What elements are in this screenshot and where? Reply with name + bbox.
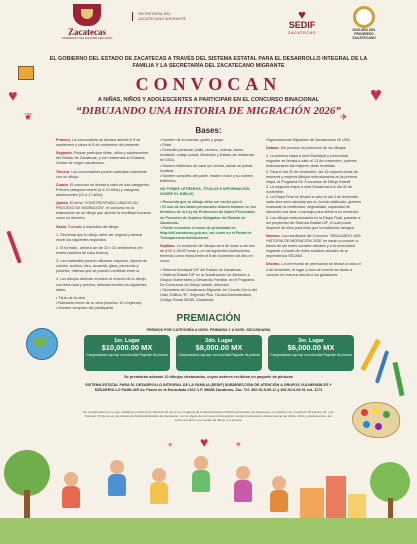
- prize-place: 2do. Lugar: [205, 338, 233, 344]
- list-item: • El uso de tus datos personales deberá tratarse en los términos de la Ley de Protección de Datos Personales en Posesión de Sujetos Obligados del Estado de Zacatecas.: [160, 205, 256, 225]
- list-item: Organizaciones Migrantes de Zacatecanos en USA.: [266, 138, 351, 142]
- base-text: El concurso se llevará a cabo en dos categorías: Primera categoría infantil (6 a 12 años) y categoría adolescentes (13 a 17 años).: [56, 182, 150, 197]
- prize-description: Computadora Lap-top con mochila Paquete de pintura: [86, 352, 168, 357]
- base-text: La convocatoria se declara abierta el 9 de septiembre y cierra el 8 de noviembre del presente.: [56, 138, 141, 148]
- heart-icon: ♥: [8, 88, 18, 105]
- list-item: • Sistema Municipal DIF del Estado de Zacatecas.: [160, 267, 242, 272]
- prize-place: 3er. Lugar: [298, 338, 324, 344]
- premiacion-title: PREMIACIÓN: [176, 313, 241, 324]
- list-item: • Puede consultar el aviso de privacidad en http://dif.zacatecas.gob.mx, así como en el Portal de Transparencia Institucional.: [160, 225, 252, 240]
- list-item: 1. Recuerda que tu dibujo debe ser original y deberá reunir los siguientes requisitos.: [56, 232, 142, 242]
- list-item: • Recuerda que tu dibujo debe ser hecho por ti.: [160, 200, 243, 205]
- heart-icon: ♥: [370, 84, 382, 106]
- list-item: • Edad.: [160, 143, 172, 148]
- intro-text: EL GOBIERNO DEL ESTADO DE ZACATECAS A TRAVÉS DEL SISTEMA ESTATAL PARA EL DESARROLLO INTEGRAL DE LA FAMILIA Y LA SECRETARÍA DEL ZACATECANO MIGRANTE: [49, 56, 368, 70]
- base-label: Quinto.: [56, 201, 69, 206]
- base-label: Sexto.: [56, 224, 68, 229]
- list-item: 3. Los materiales podrán utilizarse crayones, lápices de colores, acrílico, óleo, acuarela, gises, plumones y pinceles, mismos que se pueden combinar entre sí.: [56, 259, 147, 274]
- prize-place: 1er. Lugar: [114, 338, 140, 344]
- legal-notice: De conformidad con lo que establece el artículo 5, fracción VII de la Ley Orgánica de la Administración Pública del Estado de Zacatecas, en relación con el artículo 18 fracción XI, y 21 fracción XIII de la Ley de Asistencia Social del Estado de Zacatecas, con el objeto de promover la integración social, profesional e intelectual de las niñas, niños y adolescentes, así como la cultura, por medio del dibujo y la pintura.: [83, 410, 334, 423]
- page-subtitle: A NIÑAS, NIÑOS Y ADOLESCENTES A PARTICIPAR EN EL CONCURSO BINACIONAL: [97, 97, 320, 103]
- sedif-heart-icon: ♥: [298, 7, 306, 22]
- bases-columns: [56, 138, 361, 310]
- base-text: El tema “CONSTRUYENDO UNIDOS UN PROCESO DE MIGRACIÓN”, el concurso es la elaboración de un dibujo que aborde la movilidad humana como un derecho.: [56, 201, 151, 221]
- list-item: • Secretaría del Zacatecano Migrante, en Circuito Cerro del Gato, Edificio “B”, Segundo Piso, Ciudad Administrativa, Código Postal 98160, Zacatecas.: [160, 287, 257, 303]
- prize-card-second: [176, 335, 262, 371]
- base-text: Los concursantes podrán participar solamente con un dibujo.: [56, 169, 147, 179]
- globe-icon: [26, 328, 58, 360]
- paint-dot-icon: [375, 423, 382, 430]
- list-item: • Narración breve de su obra (máximo 10 renglones): [56, 300, 142, 305]
- paint-dot-icon: [363, 421, 370, 428]
- base-label: Primero.: [56, 138, 71, 142]
- base-text: Los resultados del Concurso “DIBUJANDO UNA HISTORIA DE MIGRACIÓN 2026” se darán a conocer a través de las redes sociales oficiales y a la comunidad migrante a través de redes sociales oficiales de la dependencia SEZAMI.: [266, 233, 361, 259]
- zacatecas-shield-icon: [73, 4, 101, 26]
- list-item: • Sistema Estatal DIF en la Subdirección de Atención a Grupos Vulnerables y Desarrollo Familiar, en el Programa De Concursos de Dibujo Infantil, dirección:: [160, 272, 255, 287]
- prize-description: Computadora Lap-top con mochila Paquete de pintura: [178, 352, 260, 357]
- progreso-logo: [342, 6, 386, 40]
- paper-plane-icon: ✈: [340, 112, 348, 122]
- prize-description: Computadora Lap-top con mochila Paquete de pintura: [270, 352, 352, 357]
- list-item: • Domicilio particular (calle, número, colonia, barrio, localidad, código postal, Municipio y Estado de residencia en USA).: [160, 148, 255, 163]
- base-label: Tercero.: [56, 169, 71, 174]
- bases-column-1: [56, 138, 152, 311]
- list-item: • Título de la obra: [56, 295, 85, 300]
- base-text: La ceremonia de premiación se llevará a cabo el 4 de diciembre, el lugar y hora del evento se darán a conocer de manera directa a los ganadores.: [266, 262, 361, 277]
- sedif-logo-name: SEDIF: [288, 20, 316, 30]
- list-item: • Número telefónico de casa y/o celular, donde se pueda localizar.: [160, 163, 253, 173]
- aviso-text: NO PONER LETREROS, TÍTULOS E INFORMACIÓN SOBRE EL DIBUJO: [160, 186, 250, 197]
- child-figure: [150, 468, 168, 504]
- zacatecas-logo-name: Zacatecas: [68, 27, 106, 37]
- list-item: 5. Los dibujos seleccionados en la Etapa Final, pasarán a ser propiedad del Sistema Estatal DIF, el cual podrá disponer de ellos para fines que la Institución designe.: [266, 215, 361, 230]
- prize-amount: $10,000.00 MX: [101, 343, 153, 352]
- base-label: Segundo.: [56, 151, 73, 156]
- heart-icon: ♥: [236, 440, 241, 449]
- list-item: 1. La primera etapa a nivel Municipal y comunidad migrante se llevará a cabo el 13 de noviembre, quienes seleccionarán las mejores obras recibidas.: [266, 154, 357, 169]
- butterfly-icon: ❦: [24, 112, 33, 123]
- paint-dot-icon: [372, 407, 379, 414]
- list-item: • Nombre de tu escuela, grado y grupo.: [160, 138, 225, 142]
- list-item: 3. La segunda etapa a nivel Estatal será el día 30 de noviembre.: [266, 184, 353, 194]
- paint-dot-icon: [361, 409, 368, 416]
- bases-column-2: [160, 138, 258, 303]
- zacatecas-logo: [52, 4, 122, 48]
- heart-icon: ♥: [200, 434, 209, 450]
- base-label: Noveno.: [266, 233, 281, 238]
- house-icon: [300, 488, 324, 522]
- prize-amount: $8,000.00 MX: [195, 343, 243, 352]
- header-logos: [0, 0, 417, 56]
- bases-column-3: [266, 138, 361, 281]
- base-label: Séptimo.: [160, 244, 176, 249]
- paint-dot-icon: [383, 411, 390, 418]
- sedif-logo: [272, 8, 332, 35]
- tree-trunk: [24, 490, 30, 520]
- list-item: 2. El formato - deberá ser de 32 x 32 centímetros (en media cartulina de color blanco).: [56, 245, 143, 255]
- child-figure: [62, 472, 80, 508]
- grass-ground: [0, 518, 417, 544]
- base-text: Del proceso de selección de los dibujos:: [280, 146, 347, 151]
- tree-icon: [370, 462, 410, 502]
- children-illustration: [0, 432, 417, 544]
- prize-card-third: [268, 335, 354, 371]
- sedif-logo-sub: ZACATECAS: [287, 30, 317, 35]
- progreso-logo-text: 2026 AÑO DEL PROGRESO ZACATECANO: [352, 28, 376, 41]
- base-label: Octavo.: [266, 146, 280, 151]
- progreso-ring-icon: [353, 6, 375, 28]
- prize-amount: $6,000.00 MX: [287, 343, 335, 352]
- contest-title: “DIBUJANDO UNA HISTORIA DE MIGRACIÓN 2026”: [76, 105, 341, 117]
- contact-address: SISTEMA ESTATAL PARA EL DESARROLLO INTEGRAL DE LA FAMILIA (SEDIF) SUBDIRECCIÓN DE ATENCIÓN A GRUPOS VULNERABLES Y DESARROLLO FAMILIAR Av. Paseo de la Encantada #102 C.P. 98088 Zacatecas, Zac. Tel: 492-92-5-69-11 y 492-92-5-69-01 ext. 1173: [85, 383, 332, 392]
- pencil-icon: [393, 362, 405, 396]
- premiacion-subtitle: PREMIOS POR CATEGORÍA A NIVEL PRIMARIA Y A NIVEL SECUNDARIA: [146, 328, 271, 332]
- child-figure: [270, 476, 288, 512]
- base-text: Podrán participar niñas, niños y adolescentes del Estado de Zacatecas, y con residencia en Estados Unidos de origen zacatecano.: [56, 151, 149, 166]
- pencil-icon: [360, 339, 380, 371]
- base-text: La recepción de dibujos será de lunes a viernes de 8:00 a 15:00 horas y, en los siguientes Instituciones, teniendo como fecha límite el 8 de noviembre del año en curso:: [160, 244, 255, 264]
- zacatecas-logo-sub: GOBIERNO DEL ESTADO 2021-2027: [61, 36, 113, 40]
- heart-icon: ♥: [168, 442, 173, 449]
- paintbrush-icon: [6, 230, 21, 263]
- child-figure: [192, 456, 210, 492]
- list-item: 2. Para el día 20 de noviembre, las 10 mejores obras de menores y mejores dibujos seleccionados en la primera etapa, al Programa De Concursos de Dibujo Infantil.: [266, 169, 358, 184]
- secretaria-logo: SECRETARÍA DEL ZACATECANO MIGRANTE: [132, 12, 194, 21]
- child-figure: [108, 460, 126, 496]
- page-title: CONVOCAN: [135, 74, 282, 94]
- house-icon: [326, 476, 346, 522]
- list-item: 4. La Etapa Final se llevará a cabo el día 3 de diciembre, cada obra será valorada por un Jurado calificado, quienes evaluarán la creatividad, originalidad, capacidad de transmitir una idea o mensaje para definir a su vendedor.: [266, 195, 361, 215]
- child-figure: [234, 466, 252, 502]
- base-label: Cuarto.: [56, 182, 69, 187]
- prize-card-first: [84, 335, 170, 371]
- list-item: • Nombre completo del padre, madre o tutor y su número telefónico.: [160, 173, 254, 183]
- premiacion-note: Se premiarán además 10 dibujos destacados, cuyos autores recibirán un paquete de pinturas: [124, 375, 293, 379]
- base-label: Décimo.: [266, 262, 281, 267]
- base-text: Formato y requisitos del dibujo:: [68, 224, 120, 229]
- list-item: • Nombre completo del participante: [56, 305, 114, 310]
- bases-heading: Bases:: [195, 126, 222, 135]
- list-item: 4. Los dibujos deberán enviarse al reverso de tu dibujo, con letra clara y precisa, deberás escribir los siguientes datos:: [56, 277, 147, 292]
